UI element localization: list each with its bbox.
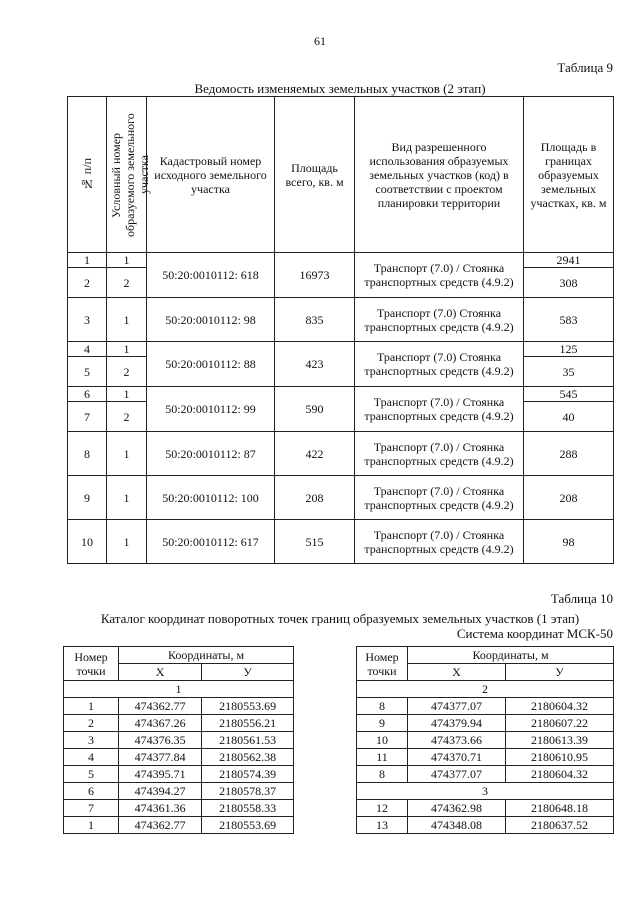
point-number: 13 [357, 817, 408, 834]
table-row [64, 698, 294, 715]
row-number: 3 [68, 298, 107, 342]
area-new: 125 [524, 342, 614, 357]
header-y: У [202, 664, 294, 681]
table10-title: Каталог координат поворотных точек границ образуемых земельных участков (1 этап) [100, 611, 580, 626]
coord-x: 474362.77 [119, 698, 202, 715]
table-row [68, 432, 614, 476]
table10-right [356, 646, 614, 834]
coord-x: 474362.77 [119, 817, 202, 834]
coord-x: 474361.36 [119, 800, 202, 817]
header-point: Номер точки [64, 647, 119, 681]
point-number: 1 [64, 698, 119, 715]
coord-y: 2180562.38 [202, 749, 294, 766]
table9 [67, 96, 614, 564]
area-new: 308 [524, 268, 614, 298]
page-number: 61 [314, 34, 326, 48]
header-coords: Координаты, м [408, 647, 614, 664]
coord-x: 474362.98 [408, 800, 506, 817]
point-number: 9 [357, 715, 408, 732]
row-number: 5 [68, 357, 107, 387]
table-row [357, 800, 614, 817]
coord-y: 2180604.32 [505, 766, 613, 783]
point-number: 4 [64, 749, 119, 766]
table10-left [63, 646, 294, 834]
coord-y: 2180553.69 [202, 698, 294, 715]
point-number: 10 [357, 732, 408, 749]
header-y: У [505, 664, 613, 681]
table-row [68, 298, 614, 342]
conditional-number: 2 [107, 402, 147, 432]
coord-x: 474377.84 [119, 749, 202, 766]
row-number: 9 [68, 476, 107, 520]
group-row [357, 783, 614, 800]
header-area-total: Площадь всего, кв. м [275, 97, 355, 253]
header-area-new: Площадь в границах образуемых земельных участках, кв. м [524, 97, 614, 253]
point-number: 1 [64, 817, 119, 834]
coord-x: 474377.07 [408, 766, 506, 783]
cadastral-number: 50:20:0010112: 87 [147, 432, 275, 476]
area-total: 423 [275, 342, 355, 387]
coord-x: 474395.71 [119, 766, 202, 783]
use-type: Транспорт (7.0) / Стоянка транспортных средств (4.9.2) [355, 253, 524, 298]
table-row [64, 732, 294, 749]
area-total: 835 [275, 298, 355, 342]
table-row [64, 783, 294, 800]
table-row [68, 342, 614, 357]
coord-y: 2180553.69 [202, 817, 294, 834]
use-type: Транспорт (7.0) / Стоянка транспортных средств (4.9.2) [355, 476, 524, 520]
header-cadastral: Кадастровый номер исходного земельного участка [147, 97, 275, 253]
coord-x: 474379.94 [408, 715, 506, 732]
area-new: 545 [524, 387, 614, 402]
area-total: 422 [275, 432, 355, 476]
conditional-number: 2 [107, 357, 147, 387]
row-number: 6 [68, 387, 107, 402]
row-number: 4 [68, 342, 107, 357]
header-coords: Координаты, м [119, 647, 294, 664]
table9-title: Ведомость изменяемых земельных участков (2 этап) [194, 81, 486, 96]
coord-x: 474370.71 [408, 749, 506, 766]
header-cond: Условный номер образуемого земельного участка [107, 97, 147, 253]
coord-x: 474377.07 [408, 698, 506, 715]
coord-y: 2180604.32 [505, 698, 613, 715]
header-point: Номер точки [357, 647, 408, 681]
point-number: 8 [357, 698, 408, 715]
coord-x: 474394.27 [119, 783, 202, 800]
group-row [357, 681, 614, 698]
header-use-type: Вид разрешенного использования образуемых земельных участков (код) в соответствии с проектом планировки территории [355, 97, 524, 253]
table-row [64, 749, 294, 766]
cadastral-number: 50:20:0010112: 99 [147, 387, 275, 432]
header-x: X [408, 664, 506, 681]
coord-y: 2180578.37 [202, 783, 294, 800]
cadastral-number: 50:20:0010112: 617 [147, 520, 275, 564]
use-type: Транспорт (7.0) Стоянка транспортных средств (4.9.2) [355, 342, 524, 387]
coord-x: 474373.66 [408, 732, 506, 749]
coordinate-system: Система координат МСК-50 [456, 626, 613, 641]
point-number: 11 [357, 749, 408, 766]
point-number: 12 [357, 800, 408, 817]
area-new: 2941 [524, 253, 614, 268]
table-row [68, 387, 614, 402]
group-row [64, 681, 294, 698]
table-row [357, 732, 614, 749]
area-new: 288 [524, 432, 614, 476]
row-number: 1 [68, 253, 107, 268]
conditional-number: 1 [107, 253, 147, 268]
table-row [64, 715, 294, 732]
point-number: 6 [64, 783, 119, 800]
conditional-number: 1 [107, 432, 147, 476]
conditional-number: 1 [107, 387, 147, 402]
table-row [357, 766, 614, 783]
coord-y: 2180574.39 [202, 766, 294, 783]
cadastral-number: 50:20:0010112: 98 [147, 298, 275, 342]
table-row [64, 800, 294, 817]
coord-x: 474367.26 [119, 715, 202, 732]
table9-label: Таблица 9 [557, 60, 613, 75]
cadastral-number: 50:20:0010112: 88 [147, 342, 275, 387]
table-row [357, 749, 614, 766]
coord-x: 474348.08 [408, 817, 506, 834]
area-total: 515 [275, 520, 355, 564]
header-num: № п/п [68, 97, 107, 253]
area-total: 590 [275, 387, 355, 432]
table-row [64, 766, 294, 783]
group-number: 2 [357, 681, 614, 698]
conditional-number: 1 [107, 298, 147, 342]
coord-y: 2180610.95 [505, 749, 613, 766]
point-number: 3 [64, 732, 119, 749]
conditional-number: 1 [107, 342, 147, 357]
row-number: 10 [68, 520, 107, 564]
table10-label: Таблица 10 [550, 591, 613, 606]
point-number: 7 [64, 800, 119, 817]
point-number: 8 [357, 766, 408, 783]
cadastral-number: 50:20:0010112: 618 [147, 253, 275, 298]
area-new: 583 [524, 298, 614, 342]
row-number: 2 [68, 268, 107, 298]
conditional-number: 2 [107, 268, 147, 298]
use-type: Транспорт (7.0) / Стоянка транспортных средств (4.9.2) [355, 520, 524, 564]
area-new: 35 [524, 357, 614, 387]
coord-y: 2180637.52 [505, 817, 613, 834]
use-type: Транспорт (7.0) / Стоянка транспортных средств (4.9.2) [355, 387, 524, 432]
point-number: 5 [64, 766, 119, 783]
table-row [357, 698, 614, 715]
use-type: Транспорт (7.0) Стоянка транспортных средств (4.9.2) [355, 298, 524, 342]
coord-y: 2180558.33 [202, 800, 294, 817]
header-x: X [119, 664, 202, 681]
table-row [357, 817, 614, 834]
coord-y: 2180613.39 [505, 732, 613, 749]
area-new: 208 [524, 476, 614, 520]
cadastral-number: 50:20:0010112: 100 [147, 476, 275, 520]
row-number: 7 [68, 402, 107, 432]
group-number: 1 [64, 681, 294, 698]
table-row [68, 253, 614, 268]
conditional-number: 1 [107, 520, 147, 564]
area-new: 98 [524, 520, 614, 564]
point-number: 2 [64, 715, 119, 732]
area-new: 40 [524, 402, 614, 432]
coord-y: 2180556.21 [202, 715, 294, 732]
conditional-number: 1 [107, 476, 147, 520]
group-number: 3 [357, 783, 614, 800]
coord-x: 474376.35 [119, 732, 202, 749]
table-row [68, 476, 614, 520]
coord-y: 2180607.22 [505, 715, 613, 732]
table-row [357, 715, 614, 732]
coord-y: 2180561.53 [202, 732, 294, 749]
use-type: Транспорт (7.0) / Стоянка транспортных средств (4.9.2) [355, 432, 524, 476]
row-number: 8 [68, 432, 107, 476]
coord-y: 2180648.18 [505, 800, 613, 817]
table-row [64, 817, 294, 834]
table-row [68, 520, 614, 564]
area-total: 208 [275, 476, 355, 520]
area-total: 16973 [275, 253, 355, 298]
